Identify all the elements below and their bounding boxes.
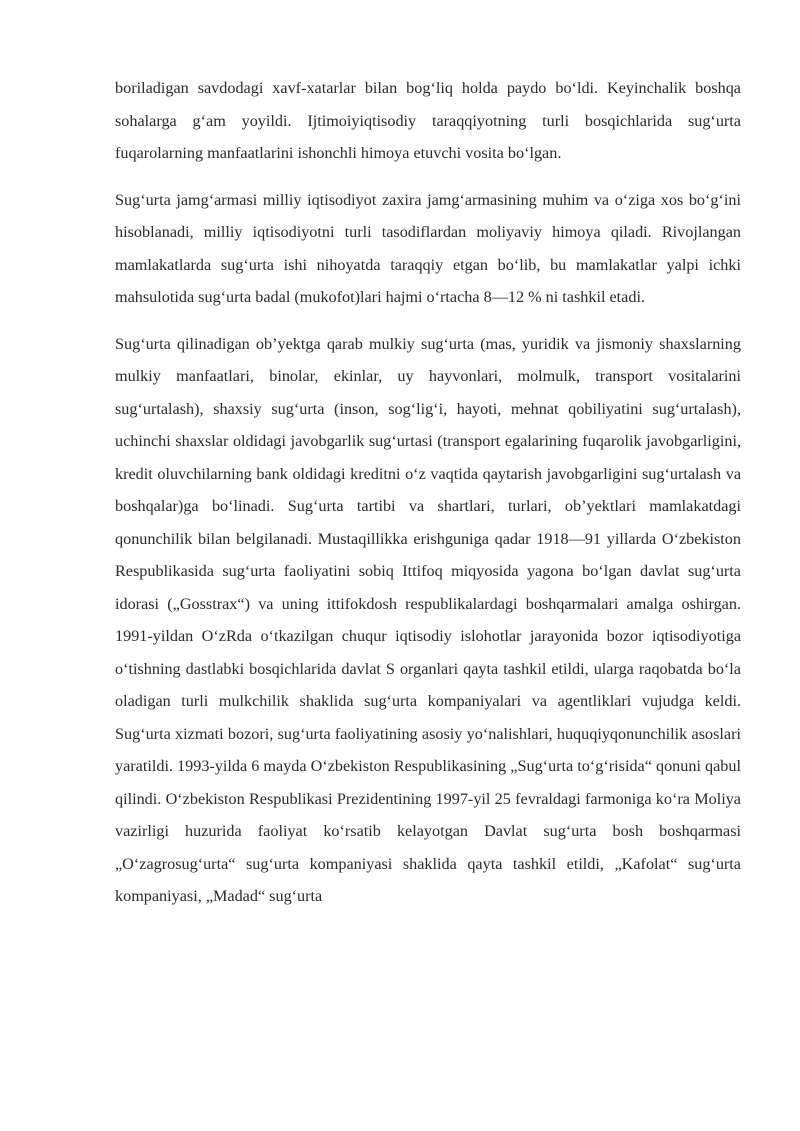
paragraph-3: Sug‘urta qilinadigan ob’yektga qarab mulkiy sug‘urta (mas, yuridik va jismoniy shaxslarning mulkiy manfaatlari, binolar, ekinlar, uy hayvonlari, molmulk, transport vositalarini sug‘urtalash), shaxsiy sug‘urta (inson, sog‘lig‘i, hayoti, mehnat qobiliyatini sug‘urtalash), uchinchi shaxslar oldidagi javobgarlik sug‘urtasi (transport egalarining fuqarolik javobgarligini, kredit oluvchilarning bank oldidagi kreditni o‘z vaqtida qaytarish javobgarligini sug‘urtalash va boshqalar)ga bo‘linadi. Sug‘urta tartibi va shartlari, turlari, ob’yektlari mamlakatdagi qonunchilik bilan belgilanadi. Mustaqillikka erishguniga qadar 1918—91 yillarda O‘zbekiston Respublikasida sug‘urta faoliyatini sobiq Ittifoq miqyosida yagona bo‘lgan davlat sug‘urta idorasi („Gosstrax“) va uning ittifokdosh respublikalardagi boshqarmalari amalga oshirgan. 1991-yildan O‘zRda o‘tkazilgan chuqur iqtisodiy islohotlar jarayonida bozor iqtisodiyotiga o‘tishning dastlabki bosqichlarida davlat S organlari qayta tashkil etildi, ularga raqobatda bo‘la oladigan turli mulkchilik shaklida sug‘urta kompaniyalari va agentliklari vujudga keldi. Sug‘urta xizmati bozori, sug‘urta faoliyatining asosiy yo‘nalishlari, huquqiyqonunchilik asoslari yaratildi. 1993-yilda 6 mayda O‘zbekiston Respublikasining „Sug‘urta to‘g‘risida“ qonuni qabul qilindi. O‘zbekiston Respublikasi Prezidentining 1997-yil 25 fevraldagi farmoniga ko‘ra Moliya vazirligi huzurida faoliyat ko‘rsatib kelayotgan Davlat sug‘urta bosh boshqarmasi „O‘zagrosug‘urta“ sug‘urta kompaniyasi shaklida qayta tashkil etildi, „Kafolat“ sug‘urta kompaniyasi, „Madad“ sug‘urta — [115, 334, 741, 905]
document-body — [115, 72, 741, 927]
paragraph-1: boriladigan savdodagi xavf-xatarlar bilan bog‘liq holda paydo bo‘ldi. Keyinchalik boshqa sohalarga g‘am yoyildi. Ijtimoiyiqtisodiy taraqqiyotning turli bosqichlarida sug‘urta fuqarolarning manfaatlarini ishonchli himoya etuvchi vosita bo‘lgan. — [115, 79, 741, 162]
paragraph-2: Sug‘urta jamg‘armasi milliy iqtisodiyot zaxira jamg‘armasining muhim va o‘ziga xos bo‘g‘ini hisoblanadi, milliy iqtisodiyotni turli tasodiflardan moliyaviy himoya qiladi. Rivojlangan mamlakatlarda sug‘urta ishi nihoyatda taraqqiy etgan bo‘lib, bu mamlakatlar yalpi ichki mahsulotida sug‘urta badal (mukofot)lari hajmi o‘rtacha 8—12 % ni tashkil etadi. — [115, 190, 741, 306]
